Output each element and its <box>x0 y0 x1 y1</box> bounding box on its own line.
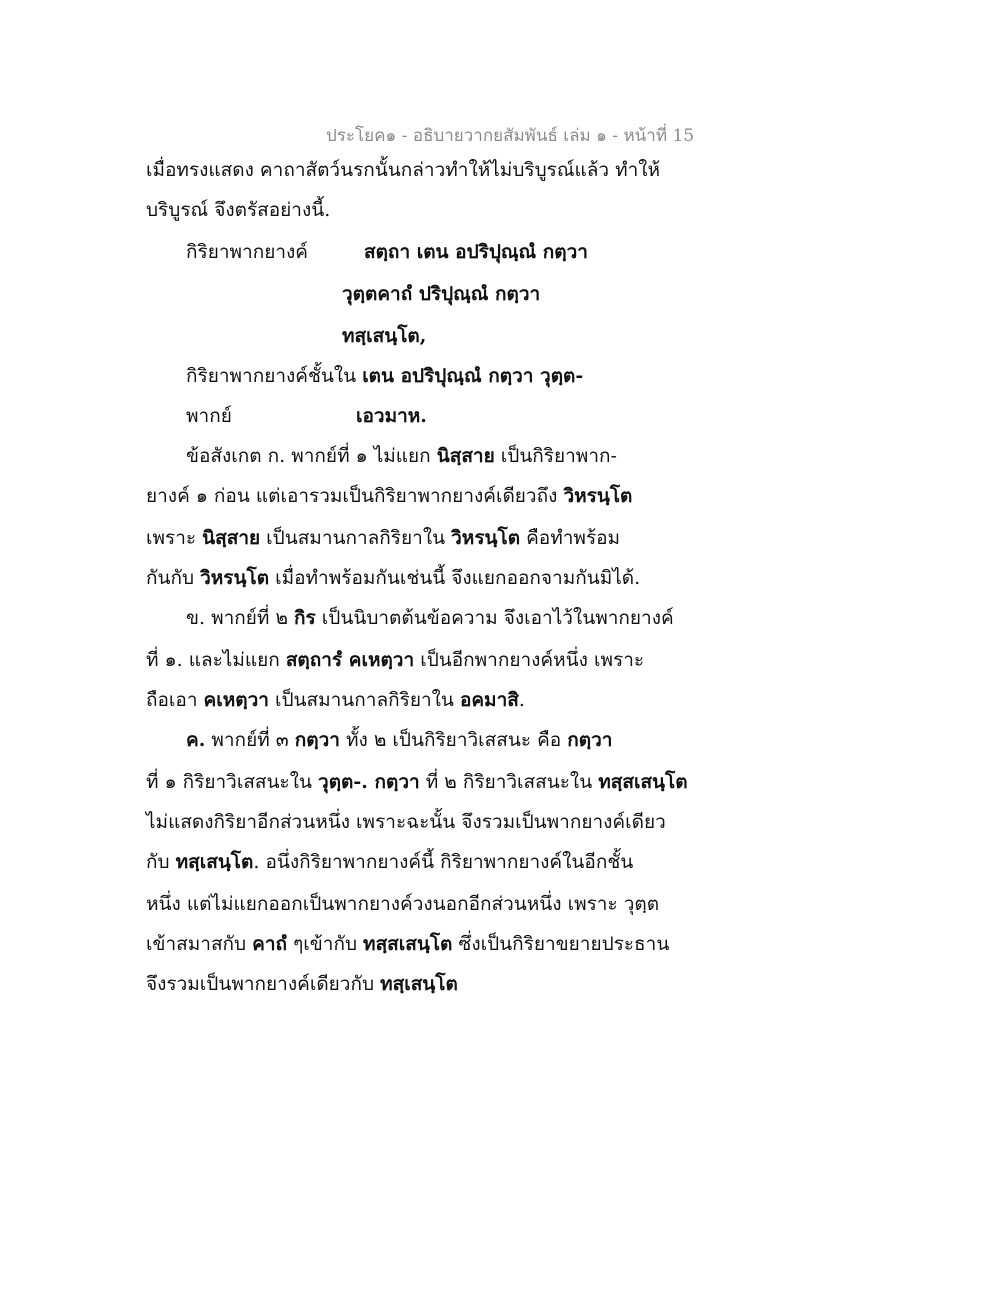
text-run: เป็นนิบาตต้นข้อความ จึงเอาไว้ในพากยางค์ <box>315 607 674 629</box>
text-run: ทั้ง ๒ เป็นกิริยาวิเสสนะ คือ <box>339 729 568 751</box>
text-run: ข้อสังเกต ก. พากย์ที่ ๑ ไม่แยก <box>186 445 437 467</box>
bold-term: ทสฺเสนฺโต, <box>342 325 427 347</box>
text-run: ถือเอา <box>146 689 204 711</box>
text-run: หนึ่ง แต่ไม่แยกออกเป็นพากยางค์วงนอกอีกส่วนหนึ่ง เพราะ วุตฺต <box>146 893 660 915</box>
text-line <box>146 770 688 794</box>
text-line <box>186 444 617 468</box>
page-header: ประโยค๑ - อธิบายวากยสัมพันธ์ เล่ม ๑ - หน้าที่ 15 <box>326 126 695 146</box>
text-run: เมื่อทำพร้อมกันเช่นนี้ จึงแยกออกจามกันมิได้. <box>269 567 641 589</box>
bold-term: อคมาสิ <box>459 689 519 711</box>
text-run: กับ <box>146 851 176 873</box>
text-run: ๆเข้ากับ <box>287 933 364 955</box>
text-line <box>146 892 659 916</box>
text-run: ที่ ๑. และไม่แยก <box>146 649 286 671</box>
text-run: . <box>518 689 525 711</box>
text-run: เข้าสมาสกับ <box>146 933 253 955</box>
bold-term: กตฺวา <box>294 729 340 751</box>
bold-term: นิสฺสาย <box>436 445 495 467</box>
text-line <box>364 240 588 264</box>
text-line <box>342 324 426 348</box>
text-run: ไม่แสดงกิริยาอีกส่วนหนึ่ง เพราะฉะนั้น จึงรวมเป็นพากยางค์เดียว <box>146 811 666 833</box>
text-run: ข. พากย์ที่ ๒ <box>186 607 295 629</box>
text-run: ที่ ๑ กิริยาวิเสสนะใน <box>146 771 319 793</box>
text-run: เมื่อทรงแสดง คาถาสัตว์นรกนั้นกล่าวทำให้ไม่บริบูรณ์แล้ว ทำให้ <box>146 159 661 181</box>
bold-term: วิหรนฺโต <box>563 485 633 507</box>
text-line <box>146 648 644 672</box>
bold-term: เตน อปริปุณฺณํ กตฺวา วุตฺต- <box>362 365 584 387</box>
text-run: พากย์ที่ ๓ <box>205 729 295 751</box>
bold-term: วุตฺตคาถํ ปริปุณฺณํ กตฺวา <box>342 283 541 305</box>
text-run: จึงรวมเป็นพากยางค์เดียวกับ <box>146 973 381 995</box>
text-run: . อนึ่งกิริยาพากยางค์นี้ กิริยาพากยางค์ในอีกชั้น <box>253 851 634 873</box>
bold-term: กตฺวา <box>567 729 613 751</box>
bold-term: วุตฺต-. กตฺวา <box>318 771 420 793</box>
bold-term: ค. <box>186 729 206 751</box>
text-run: เป็นสมานกาลกิริยาใน <box>260 527 452 549</box>
text-line <box>146 484 632 508</box>
bold-term: ทสฺสเสนฺโต <box>598 771 688 793</box>
text-run: เป็นสมานกาลกิริยาใน <box>268 689 460 711</box>
text-line <box>186 240 308 264</box>
bold-term: ทสฺสเสนฺโต <box>363 933 453 955</box>
text-run: เป็นกิริยาพาก- <box>494 445 617 467</box>
text-line <box>342 282 540 306</box>
text-line <box>186 606 674 630</box>
text-run: เป็นอีกพากยางค์หนึ่ง เพราะ <box>414 649 645 671</box>
text-line <box>146 566 640 590</box>
text-run: กิริยาพากยางค์ชั้นใน <box>186 365 363 387</box>
text-run: ซึ่งเป็นกิริยาขยายประธาน <box>452 933 670 955</box>
bold-term: สตฺถารํ คเหตฺวา <box>285 649 415 671</box>
bold-term: วิหรนฺโต <box>451 527 521 549</box>
text-run: ที่ ๒ กิริยาวิเสสนะใน <box>419 771 599 793</box>
text-line <box>146 688 525 712</box>
text-line <box>186 728 612 752</box>
bold-term: กิร <box>294 607 316 629</box>
text-run: ยางค์ ๑ ก่อน แต่เอารวมเป็นกิริยาพากยางค์เดียวถึง <box>146 485 564 507</box>
text-run: เพราะ <box>146 527 203 549</box>
text-run: พากย์ <box>186 405 232 427</box>
text-run: กิริยาพากยางค์ <box>186 241 308 263</box>
text-line <box>146 932 669 956</box>
text-line <box>186 404 232 428</box>
text-run: กันกับ <box>146 567 201 589</box>
text-line <box>146 158 660 182</box>
bold-term: นิสฺสาย <box>202 527 261 549</box>
bold-term: สตฺถา เตน อปริปุณฺณํ กตฺวา <box>364 241 588 263</box>
text-line <box>146 198 330 222</box>
bold-term: คเหตฺวา <box>203 689 269 711</box>
text-line <box>356 404 427 428</box>
text-line <box>146 526 620 550</box>
bold-term: คาถํ <box>252 933 288 955</box>
bold-term: วิหรนฺโต <box>200 567 270 589</box>
bold-term: ทสฺเสนฺโต <box>175 851 254 873</box>
text-line <box>146 810 666 834</box>
text-run: บริบูรณ์ จึงตรัสอย่างนี้. <box>146 199 331 221</box>
bold-term: ทสฺเสนฺโต <box>380 973 458 995</box>
bold-term: เอวมาห. <box>356 405 427 427</box>
text-line <box>186 364 583 388</box>
text-line <box>146 850 633 874</box>
text-run: คือทำพร้อม <box>520 527 621 549</box>
text-line <box>146 972 458 996</box>
